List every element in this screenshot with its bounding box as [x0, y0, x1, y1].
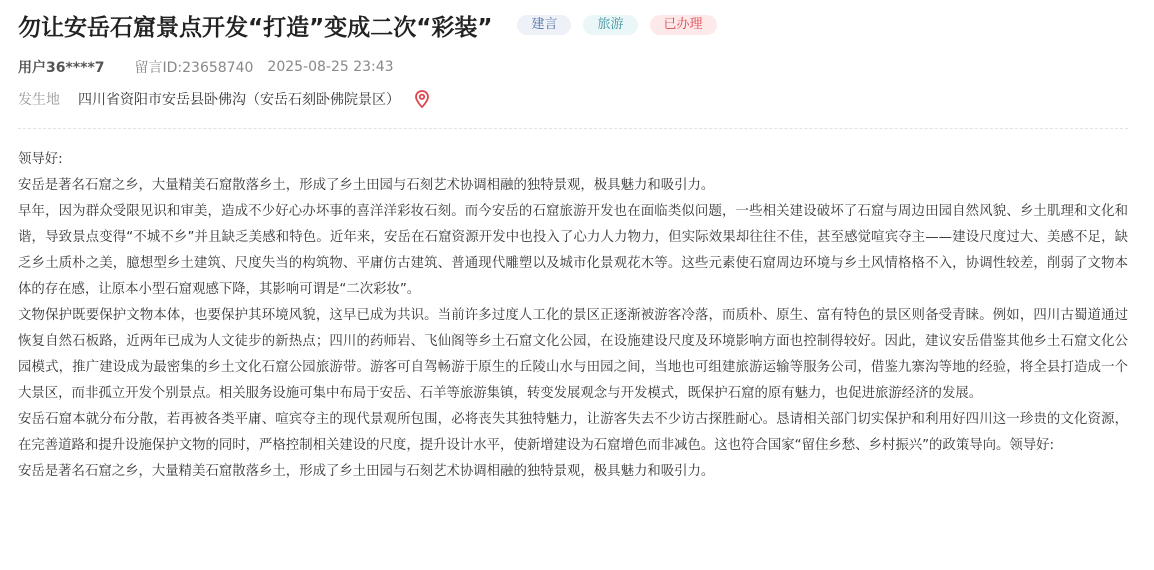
- title-row: [18, 0, 1128, 50]
- meta-row: [18, 52, 1128, 82]
- content-paragraph: 早年，因为群众受限见识和审美，造成不少好心办坏事的喜洋洋彩妆石刻。而今安岳的石窟旅游开发也在面临类似问题，一些相关建设破坏了石窟与周边田园自然风貌、乡土肌理和文化和谐，导致景点变得“不城不乡”并且缺乏美感和特色。近年来，安岳在石窟资源开发中也投入了心力人力物力，但实际效果却往往不佳，甚至感觉喧宾夺主——建设尺度过大、美感不足，缺乏乡土质朴之美，臆想型乡土建筑、尺度失当的构筑物、平庸仿古建筑、普通现代雕塑以及城市化景观花木等。这些元素使石窟周边环境与乡土风情格格不入，协调性较差，削弱了文物本体的存在感，让原本小型石窟观感下降，其影响可谓是“二次彩妆”。: [18, 204, 1128, 297]
- user-name: 用户36****7: [18, 60, 105, 76]
- content-paragraph: 领导好:: [18, 152, 63, 167]
- tag-group: [517, 15, 716, 35]
- page-title: 勿让安岳石窟景点开发“打造”变成二次“彩装”: [18, 14, 493, 41]
- map-pin-icon[interactable]: [414, 90, 430, 108]
- tag-tourism[interactable]: 旅游: [583, 15, 637, 35]
- section-divider: [18, 128, 1128, 129]
- tag-suggestion[interactable]: 建言: [517, 15, 571, 35]
- status-badge: 已办理: [650, 15, 717, 35]
- content-paragraph: 安岳是著名石窟之乡，大量精美石窟散落乡土，形成了乡土田园与石刻艺术协调相融的独特景观，极具魅力和吸引力。: [18, 178, 715, 193]
- location-label: 发生地: [18, 92, 60, 108]
- content-paragraph: 安岳石窟本就分布分散，若再被各类平庸、喧宾夺主的现代景观所包围，必将丧失其独特魅力，让游客失去不少访古探胜耐心。恳请相关部门切实保护和利用好四川这一珍贵的文化资源，在完善道路和提升设施保护文物的同时，严格控制相关建设的尺度，提升设计水平，使新增建设为石窟增色而非减色。这也符合国家“留住乡愁、乡村振兴”的政策导向。领导好:: [18, 412, 1128, 453]
- content-paragraph: 文物保护既要保护文物本体，也要保护其环境风貌，这早已成为共识。当前许多过度人工化的景区正逐渐被游客冷落，而质朴、原生、富有特色的景区则备受青睐。例如，四川古蜀道通过恢复自然石板路，近两年已成为人文徒步的新热点；四川的药师岩、飞仙阁等乡土石窟文化公园，在设施建设尺度及环境影响方面也控制得较好。因此，建议安岳借鉴其他乡土石窟文化公园模式，推广建设成为最密集的乡土文化石窟公园旅游带。游客可自驾畅游于原生的丘陵山水与田园之间，当地也可组建旅游运输等服务公司，借鉴九寨沟等地的经验，将全县打造成一个大景区，而非孤立开发个别景点。相关服务设施可集中布局于安岳、石羊等旅游集镇，转变发展观念与开发模式，既保护石窟的原有魅力，也促进旅游经济的发展。: [18, 308, 1128, 401]
- message-id: 留言ID:23658740: [134, 60, 254, 76]
- location-row: [18, 84, 1128, 114]
- message-content: [18, 147, 1128, 485]
- location-value: 四川省资阳市安岳县卧佛沟（安岳石刻卧佛院景区）: [78, 92, 400, 108]
- post-datetime: 2025-08-25 23:43: [267, 59, 394, 75]
- content-paragraph: 安岳是著名石窟之乡，大量精美石窟散落乡土，形成了乡土田园与石刻艺术协调相融的独特景观，极具魅力和吸引力。: [18, 464, 715, 479]
